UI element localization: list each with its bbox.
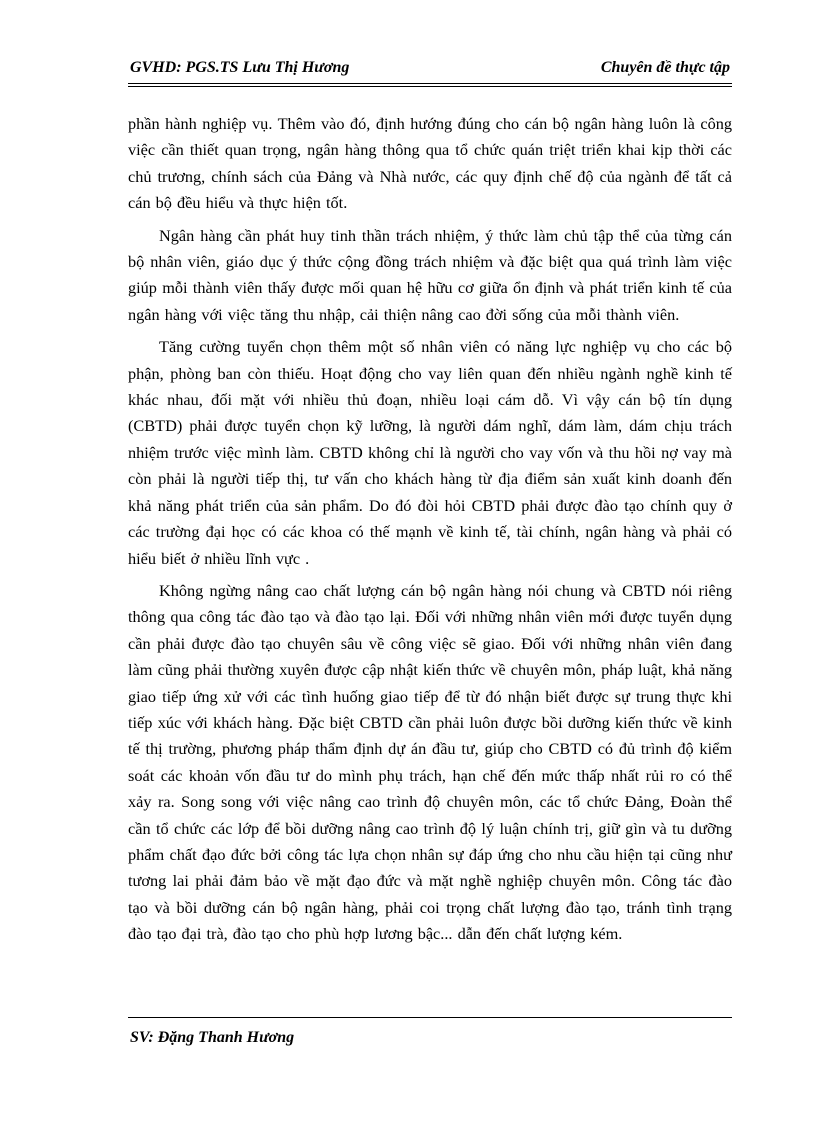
paragraph: phần hành nghiệp vụ. Thêm vào đó, định hướng đúng cho cán bộ ngân hàng luôn là công việc cần thiết quan trọng, ngân hàng thông qua tổ chức quán triệt triển khai kịp thời các chủ trương, chính sách của Đảng và Nhà nước, các quy định chế độ của ngành để tất cả cán bộ đều hiểu và thực hiện tốt. [128, 114, 732, 213]
paragraph: Ngân hàng cần phát huy tinh thần trách nhiệm, ý thức làm chủ tập thể của từng cán bộ nhân viên, giáo dục ý thức cộng đồng trách nhiệm và đặc biệt qua quá trình làm việc giúp mỗi thành viên thấy được mối quan hệ hữu cơ giữa ổn định và phát triển kinh tế của ngân hàng với việc tăng thu nhập, cải thiện nâng cao đời sống của mỗi thành viên. [128, 225, 732, 324]
page-footer [128, 1017, 732, 1053]
header-divider [128, 86, 732, 87]
header-supervisor: GVHD: PGS.TS Lưu Thị Hương [130, 59, 350, 76]
header-document-title: Chuyên đề thực tập [600, 59, 730, 76]
footer-student-name: SV: Đặng Thanh Hương [130, 1029, 295, 1046]
document-body [128, 111, 732, 954]
header-divider [128, 83, 732, 84]
paragraph: Tăng cường tuyển chọn thêm một số nhân viên có năng lực nghiệp vụ cho các bộ phận, phòng ban còn thiếu. Hoạt động cho vay liên quan đến nhiều ngành nghề kinh tế khác nhau, đối mặt với nhiều thủ đoạn, nhiều loại cám dỗ. Vì vậy cán bộ tín dụng (CBTD) phải được tuyển chọn kỹ lưỡng, là người dám nghĩ, dám làm, dám chịu trách nhiệm trước việc mình làm. CBTD không chỉ là người cho vay vốn và thu hồi nợ vay mà còn phải là người tiếp thị, tư vấn cho khách hàng từ địa điểm sản xuất kinh doanh đến khả năng phát triển của sản phẩm. Do đó đòi hỏi CBTD phải được đào tạo chính quy ở các trường đại học có các khoa có thế mạnh về kinh tế, tài chính, ngân hàng và phải có hiểu biết ở nhiều lĩnh vực . [128, 337, 732, 568]
page-header [128, 56, 732, 86]
footer-divider [128, 1017, 732, 1018]
paragraph: Không ngừng nâng cao chất lượng cán bộ ngân hàng nói chung và CBTD nói riêng thông qua công tác đào tạo và đào tạo lại. Đối với những nhân viên mới được tuyển dụng cần phải được đào tạo chuyên sâu về công việc sẽ giao. Đối với những nhân viên đang làm cũng phải thường xuyên được cập nhật kiến thức về chuyên môn, pháp luật, khả năng giao tiếp ứng xử với các tình huống giao tiếp để từ đó nhận biết được sự trung thực khi tiếp xúc với khách hàng. Đặc biệt CBTD cần phải luôn được bồi dưỡng kiến thức về kinh tế thị trường, phương pháp thẩm định dự án đầu tư, giúp cho CBTD có đủ trình độ kiểm soát các khoản vốn đầu tư do mình phụ trách, hạn chế đến mức thấp nhất rủi ro có thể xảy ra. Song song với việc nâng cao trình độ chuyên môn, các tổ chức Đảng, Đoàn thể cần tổ chức các lớp để bồi dưỡng nâng cao trình độ lý luận chính trị, giữ gìn và tu dưỡng phẩm chất đạo đức bởi công tác lựa chọn nhân sự đáp ứng cho nhu cầu hiện tại cũng như tương lai phải đảm bảo về mặt đạo đức và mặt nghề nghiệp chuyên môn. Công tác đào tạo và bồi dưỡng cán bộ ngân hàng, phải coi trọng chất lượng đào tạo, tránh tình trạng đào tạo đại trà, đào tạo cho phù hợp lương bậc... dẫn đến chất lượng kém. [128, 580, 732, 944]
